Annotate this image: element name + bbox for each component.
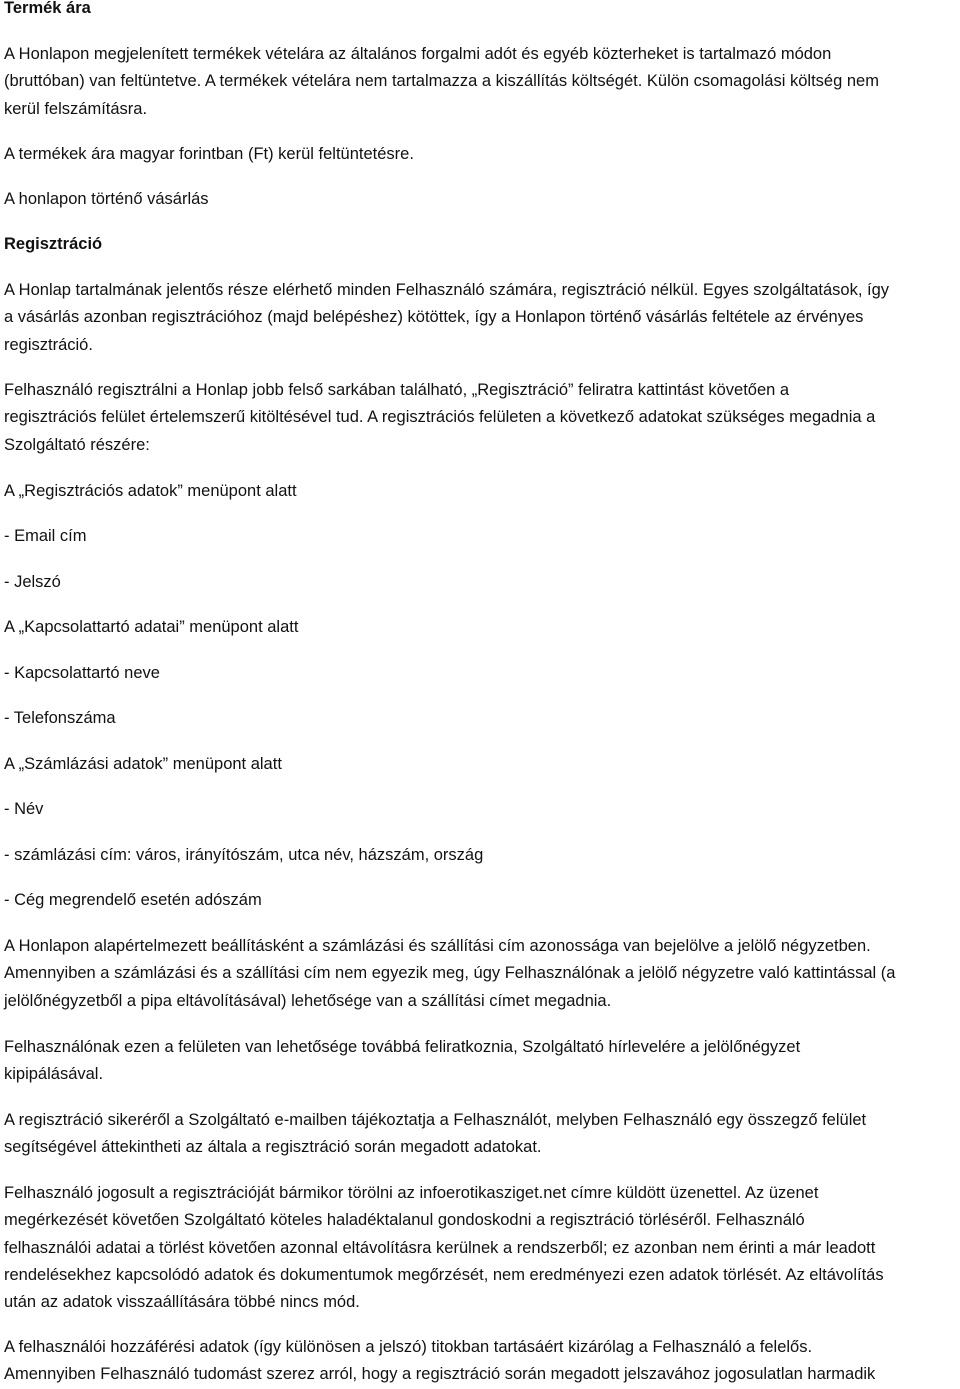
list-item-name: - Név [4,800,44,818]
paragraph-credentials-secrecy: A felhasználói hozzáférési adatok (így különösen a jelszó) titokban tartásáért kizárólag a Felhasználó a felelős. Amennyiben Felhasználó tudomást szerez arról, hogy a regisztráció során megadott jelszavához jogosulatlan harmadik [4,1338,876,1384]
heading-product-price: Termék ára [4,0,91,17]
heading-registration: Regisztráció [4,235,103,253]
list-item-tax-number: - Cég megrendelő esetén adószám [4,891,262,909]
list-item-contact-name: - Kapcsolattartó neve [4,664,160,682]
paragraph-registration-how: Felhasználó regisztrálni a Honlap jobb felső sarkában található, „Regisztráció” feliratra kattintást követően a regisztrációs felület értelemszerű kitöltésével tud. A regisztrációs felületen a következő adatokat szükséges megadnia a Szolgáltató részére: [4,381,876,454]
paragraph-shipping-address: A Honlapon alapértelmezett beállításként a számlázási és szállítási cím azonossága van bejelölve a jelölő négyzetben. Amennyiben a számlázási és a szállítási cím nem egyezik meg, úgy Felhasználónak a jelölő négyzetre való kattintással (a jelölőnégyzetből a pipa eltávolításával) lehetősége van a szállítási címet megadnia. [4,937,896,1010]
list-item-phone: - Telefonszáma [4,709,116,727]
menu-contact-data: A „Kapcsolattartó adatai” menüpont alatt [4,618,299,636]
list-item-email: - Email cím [4,527,87,545]
paragraph-price-vat: A Honlapon megjelenített termékek vételára az általános forgalmi adót és egyéb közterheket is tartalmazó módon (bruttóban) van feltüntetve. A termékek vételára nem tartalmazza a kiszállítás költségét. Külön csomagolási költség nem kerül felszámításra. [4,45,879,118]
menu-billing-data: A „Számlázási adatok” menüpont alatt [4,755,282,773]
list-item-billing-address: - számlázási cím: város, irányítószám, utca név, házszám, ország [4,846,484,864]
paragraph-registration-success: A regisztráció sikeréről a Szolgáltató e-mailben tájékoztatja a Felhasználót, melyben Felhasználó egy összegző felület segítségével áttekintheti az általa a regisztráció során megadott adatokat. [4,1111,867,1157]
menu-registration-data: A „Regisztrációs adatok” menüpont alatt [4,482,297,500]
list-item-password: - Jelszó [4,573,61,591]
paragraph-newsletter: Felhasználónak ezen a felületen van lehetősége továbbá feliratkoznia, Szolgáltató hírlevelére a jelölőnégyzet kipipálásával. [4,1038,801,1084]
paragraph-price-currency: A termékek ára magyar forintban (Ft) kerül feltüntetésre. [4,145,414,163]
paragraph-registration-delete: Felhasználó jogosult a regisztrációját bármikor törölni az infoerotikasziget.net címre küldött üzenettel. Az üzenet megérkezését követően Szolgáltató köteles haladéktalanul gondoskodni a regisztráció törléséről. Felhasználó felhasználói adatai a törlést követően azonnal eltávolításra kerülnek a rendszerből; ez azonban nem érinti a már leadott rendelésekhez kapcsolódó adatok és dokumentumok megőrzését, nem eredményezi ezen adatok törlését. Az eltávolítás után az adatok visszaállítására többé nincs mód. [4,1184,884,1312]
paragraph-online-purchase: A honlapon történő vásárlás [4,190,209,208]
paragraph-registration-required: A Honlap tartalmának jelentős része elérhető minden Felhasználó számára, regisztráció nélkül. Egyes szolgáltatások, így a vásárlás azonban regisztrációhoz (majd belépéshez) kötöttek, így a Honlapon történő vásárlás feltétele az érvényes regisztráció. [4,281,890,354]
